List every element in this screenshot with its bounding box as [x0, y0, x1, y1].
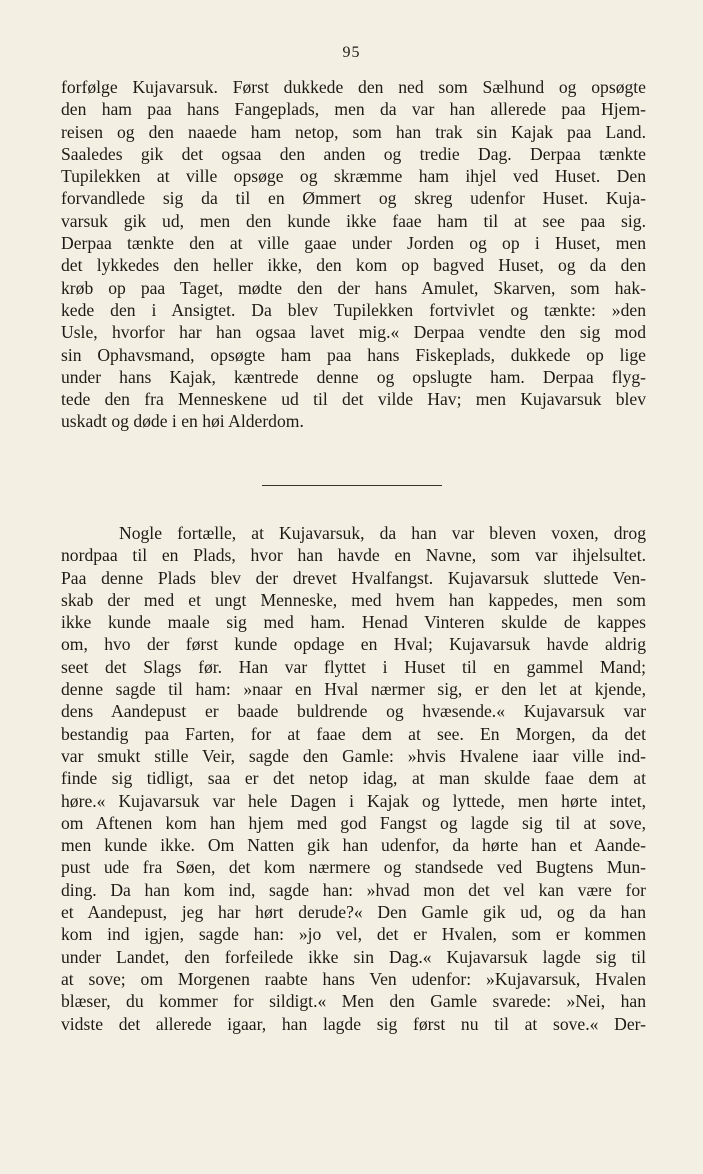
text-line: krøb op paa Taget, mødte den der hans Amulet, Skarven, som hak- — [61, 277, 646, 298]
text-line: forvandlede sig da til en Ømmert og skreg udenfor Huset. Kuja- — [61, 188, 646, 209]
text-line: et Aandepust, jeg har hørt derude?« Den Gamle gik ud, og da han — [61, 902, 646, 923]
text-line: Tupilekken at ville opsøge og skræmme ham ihjel ved Huset. Den — [61, 166, 646, 187]
text-line: dens Aandepust er baade buldrende og hvæsende.« Kujavarsuk var — [61, 701, 646, 722]
text-line: Derpaa tænkte den at ville gaae under Jorden og op i Huset, men — [61, 233, 646, 254]
text-line: Paa denne Plads blev der drevet Hvalfangst. Kujavarsuk sluttede Ven- — [61, 567, 646, 588]
text-line: under Landet, den forfeilede ikke sin Dag.« Kujavarsuk lagde sig til — [61, 946, 646, 967]
text-line: men kunde ikke. Om Natten gik han udenfor, da hørte han et Aande- — [61, 835, 646, 856]
text-line: uskadt og døde i en høi Alderdom. — [61, 411, 304, 432]
text-line: nordpaa til en Plads, hvor han havde en Navne, som var ihjelsultet. — [61, 545, 646, 566]
text-line: var smukt stille Veir, sagde den Gamle: »hvis Hvalene iaar ville ind- — [61, 745, 646, 766]
page-number: 95 — [342, 44, 361, 61]
text-line: den ham paa hans Fangeplads, men da var han allerede paa Hjem- — [61, 99, 646, 120]
text-line: Usle, hvorfor har han ogsaa lavet mig.« Derpaa vendte den sig mod — [61, 322, 646, 343]
text-line: seet det Slags før. Han var flyttet i Huset til en gammel Mand; — [61, 656, 646, 677]
text-line: reisen og den naaede ham netop, som han trak sin Kajak paa Land. — [61, 121, 646, 142]
text-line: Saaledes gik det ogsaa den anden og tredie Dag. Derpaa tænkte — [61, 143, 646, 164]
text-line: blæser, du kommer for sildigt.« Men den Gamle svarede: »Nei, han — [61, 991, 646, 1012]
paragraph-2 — [61, 522, 646, 1035]
section-divider — [262, 485, 442, 486]
text-line: under hans Kajak, kæntrede denne og opslugte ham. Derpaa flyg- — [61, 366, 646, 387]
text-line: denne sagde til ham: »naar en Hval nærmer sig, er den let at kjende, — [61, 679, 646, 700]
text-line: kom ind igjen, sagde han: »jo vel, det er Hvalen, som er kommen — [61, 924, 646, 945]
text-line: høre.« Kujavarsuk var hele Dagen i Kajak og lyttede, men hørte intet, — [61, 790, 646, 811]
text-line: ding. Da han kom ind, sagde han: »hvad mon det vel kan være for — [61, 879, 646, 900]
text-line: vidste det allerede igaar, han lagde sig først nu til at sove.« Der- — [61, 1013, 646, 1034]
text-line: det lykkedes den heller ikke, den kom op bagved Huset, og da den — [61, 255, 646, 276]
text-line: finde sig tidligt, saa er det netop idag, at man skulde faae dem at — [61, 768, 646, 789]
text-line: bestandig paa Farten, for at faae dem at see. En Morgen, da det — [61, 723, 646, 744]
text-line: varsuk gik ud, men den kunde ikke faae ham til at see paa sig. — [61, 210, 646, 231]
text-line: pust ude fra Søen, det kom nærmere og standsede ved Bugtens Mun- — [61, 857, 646, 878]
text-line: skab der med et ungt Menneske, med hvem han kappedes, men som — [61, 589, 646, 610]
text-line: om Aftenen kom han hjem med god Fangst og lagde sig til at sove, — [61, 812, 646, 833]
text-line: ikke kunde maale sig med ham. Henad Vinteren skulde de kappes — [61, 612, 646, 633]
text-line: Nogle fortælle, at Kujavarsuk, da han var bleven voxen, drog — [119, 523, 646, 543]
text-line: at sove; om Morgenen raabte hans Ven udenfor: »Kujavarsuk, Hvalen — [61, 968, 646, 989]
text-line: tede den fra Menneskene ud til det vilde Hav; men Kujavarsuk blev — [61, 389, 646, 410]
paragraph-1 — [61, 76, 646, 433]
text-line: forfølge Kujavarsuk. Først dukkede den ned som Sælhund og opsøgte — [61, 77, 646, 97]
text-line: kede den i Ansigtet. Da blev Tupilekken fortvivlet og tænkte: »den — [61, 299, 646, 320]
text-line: sin Ophavsmand, opsøgte ham paa hans Fiskeplads, dukkede op lige — [61, 344, 646, 365]
text-line: om, hvo der først kunde opdage en Hval; Kujavarsuk havde aldrig — [61, 634, 646, 655]
